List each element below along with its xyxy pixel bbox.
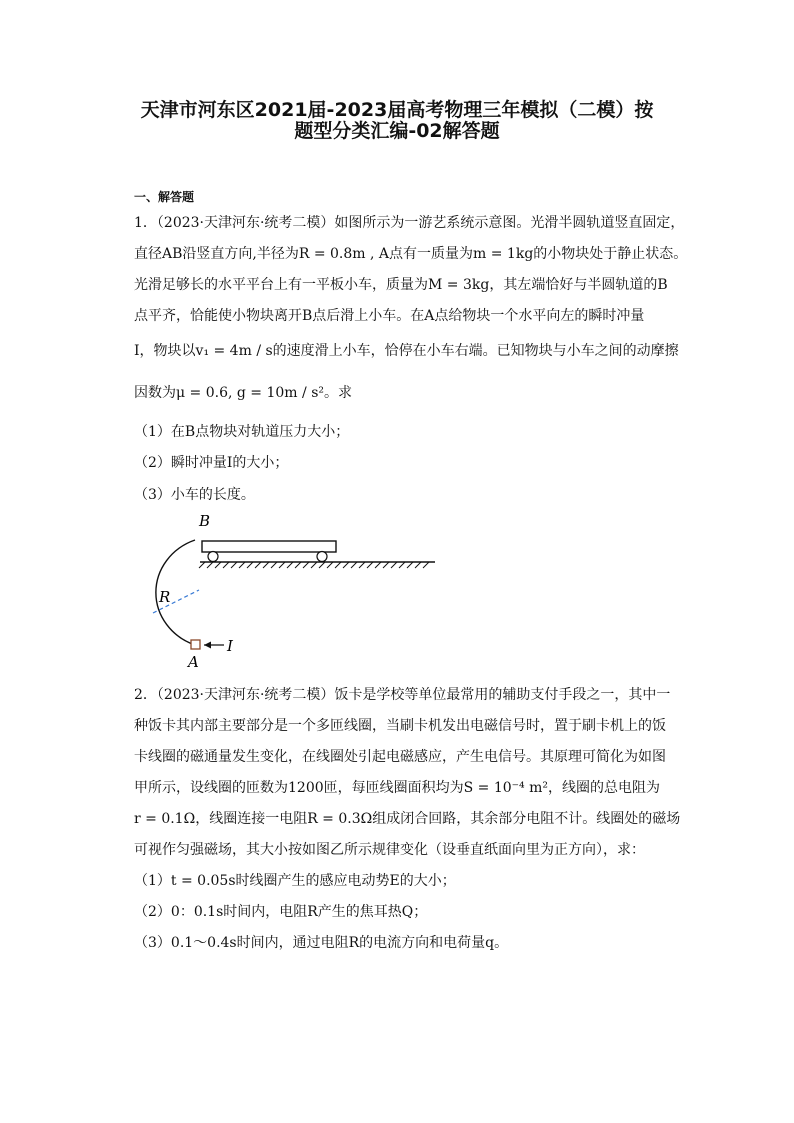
label-B: B [199, 512, 211, 530]
q2-text-line-4: 甲所示，设线圈的匝数为1200匝，每匝线圈面积均为S = 10⁻⁴ m²，线圈的总电阻为 [134, 780, 661, 796]
label-A: A [188, 653, 199, 671]
cart-wheel-right [317, 552, 327, 562]
q2-text-line-5: r = 0.1Ω，线圈连接一电阻R = 0.3Ω组成闭合回路，其余部分电阻不计。线圈处的磁场 [134, 811, 681, 827]
label-I: I [227, 637, 233, 655]
impulse-arrowhead [204, 642, 211, 649]
q2-subquestion-3: （3）0.1～0.4s时间内，通过电阻R的电流方向和电荷量q。 [134, 935, 509, 951]
q2-text-line-3: 卡线圈的磁通量发生变化，在线圈处引起电磁感应，产生电信号。其原理可简化为如图 [134, 749, 666, 765]
q1-subquestion-1: （1）在B点物块对轨道压力大小； [134, 424, 350, 440]
q2-text-line-6: 可视作匀强磁场，其大小按如图乙所示规律变化（设垂直纸面向里为正方向），求： [134, 842, 645, 858]
page-title-line-1: 天津市河东区2021届-2023届高考物理三年模拟（二模）按 [140, 99, 654, 121]
section-heading: 一、解答题 [134, 190, 195, 204]
q2-text-line-2: 种饭卡其内部主要部分是一个多匝线圈，当刷卡机发出电磁信号时，置于刷卡机上的饭 [134, 718, 666, 734]
q1-text-line-3: 光滑足够长的水平平台上有一平板小车，质量为M = 3kg，其左端恰好与半圆轨道的B [134, 277, 668, 293]
q2-text-line-1: 2．（2023·天津河东·统考二模）饭卡是学校等单位最常用的辅助支付手段之一，其中一 [134, 687, 671, 703]
q1-text-line-4: 点平齐，恰能使小物块离开B点后滑上小车。在A点给物块一个水平向左的瞬时冲量 [134, 308, 645, 324]
q1-figure [125, 510, 445, 675]
q1-text-line-1: 1．（2023·天津河东·统考二模）如图所示为一游艺系统示意图。光滑半圆轨道竖直固定， [134, 215, 685, 231]
label-R: R [159, 588, 171, 606]
q1-subquestion-3: （3）小车的长度。 [134, 487, 255, 503]
cart-body [202, 541, 336, 552]
page-title-line-2: 题型分类汇编-02解答题 [294, 120, 500, 142]
q2-subquestion-2: （2）0：0.1s时间内，电阻R产生的焦耳热Q； [134, 904, 428, 920]
cart-wheel-left [208, 552, 218, 562]
q1-text-line-2: 直径AB沿竖直方向,半径为R = 0.8m , A点有一质量为m = 1kg的小物块处于静止状态。 [134, 246, 688, 262]
q1-subquestion-2: （2）瞬时冲量I的大小； [134, 455, 289, 471]
q1-text-line-5: I，物块以v₁ = 4m / s的速度滑上小车，恰停在小车右端。已知物块与小车之间的动摩擦 [134, 343, 679, 359]
platform-hatching [199, 562, 429, 568]
small-block [191, 640, 200, 649]
q2-subquestion-1: （1）t = 0.05s时线圈产生的感应电动势E的大小； [134, 873, 456, 889]
q1-text-line-6: 因数为μ = 0.6, g = 10m / s²。求 [134, 385, 352, 401]
